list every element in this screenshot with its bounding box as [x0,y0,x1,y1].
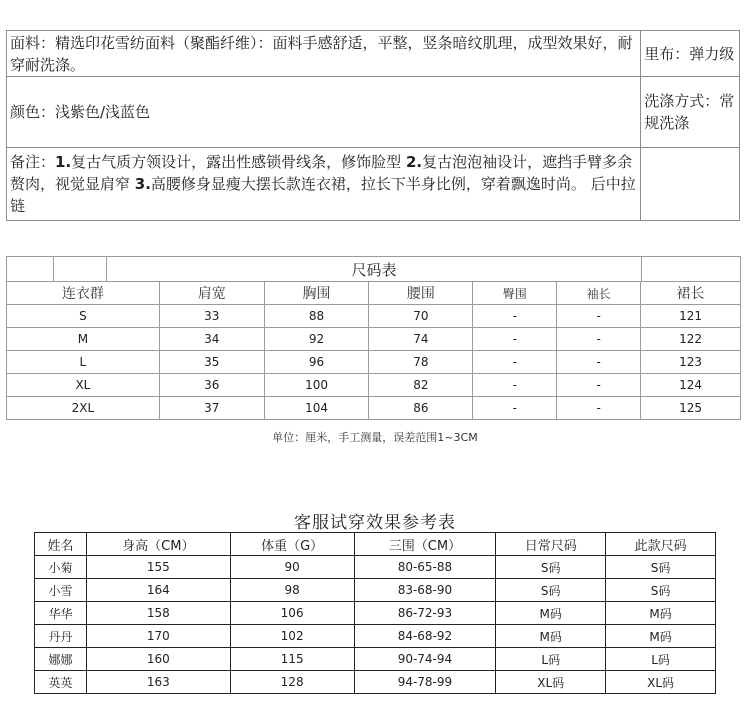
remark-number-3: 3. [134,175,151,193]
remark-text-2: 复古泡泡袖设计，遮挡手臂多余赘肉，视觉显肩窄 [10,153,633,193]
lining-cell: 里布：弹力级 [641,31,740,77]
table-row: 小雪 164 98 83-68-90 S码 S码 [35,579,716,602]
remark-prefix: 备注： [10,153,56,171]
fit-header: 日常尺码 [496,533,606,556]
color-cell: 颜色：浅紫色/浅蓝色 [7,77,641,148]
fit-header: 体重（G） [230,533,354,556]
fit-header: 姓名 [35,533,87,556]
table-row: 2XL 37 104 86 - - 125 [7,397,741,420]
table-row: XL 36 100 82 - - 124 [7,374,741,397]
title-blank-left [7,257,54,281]
size-header: 肩宽 [159,282,264,305]
remark-number-2: 2. [405,153,423,171]
size-chart-title: 尺码表 [351,260,397,279]
unit-note: 单位：厘米，手工测量，误差范围1~3CM [272,431,478,444]
size-chart-table [6,256,741,420]
size-header: 裙长 [641,282,741,305]
remark-number-1: 1. [55,153,72,171]
size-header: 腰围 [369,282,473,305]
table-row: 娜娜 160 115 90-74-94 L码 L码 [35,648,716,671]
product-info-table [6,30,740,221]
fabric-cell: 面料：精选印花雪纺面料（聚酯纤维）：面料手感舒适，平整，竖条暗纹肌理，成型效果好，耐穿耐洗涤。 [7,31,641,77]
table-row: 华华 158 106 86-72-93 M码 M码 [35,602,716,625]
fit-header: 三围（CM） [354,533,496,556]
fit-header: 此款尺码 [606,533,716,556]
washing-cell: 洗涤方式：常规洗涤 [641,77,740,148]
title-blank-left-2 [54,257,107,281]
fit-header: 身高（CM） [86,533,230,556]
size-header: 臀围 [473,282,557,305]
table-row: M 34 92 74 - - 122 [7,328,741,351]
fit-table-title: 客服试穿效果参考表 [294,513,456,533]
size-header: 连衣群 [7,282,160,305]
table-row: 小菊 155 90 80-65-88 S码 S码 [35,556,716,579]
remark-cell [7,148,641,221]
title-blank-right [641,257,740,281]
table-row: 英英 163 128 94-78-99 XL码 XL码 [35,671,716,694]
table-row: 丹丹 170 102 84-68-92 M码 M码 [35,625,716,648]
table-row: S 33 88 70 - - 121 [7,305,741,328]
remark-text-3: 高腰修身显瘦大摆长款连衣裙，拉长下半身比例，穿着飘逸时尚。 后中拉链 [10,175,636,215]
remark-side-cell [641,148,740,221]
remark-text-1: 复古气质方领设计，露出性感锁骨线条，修饰脸型 [71,153,406,171]
table-row: L 35 96 78 - - 123 [7,351,741,374]
fit-reference-table [34,532,716,694]
size-header: 胸围 [264,282,369,305]
size-header: 袖长 [557,282,641,305]
